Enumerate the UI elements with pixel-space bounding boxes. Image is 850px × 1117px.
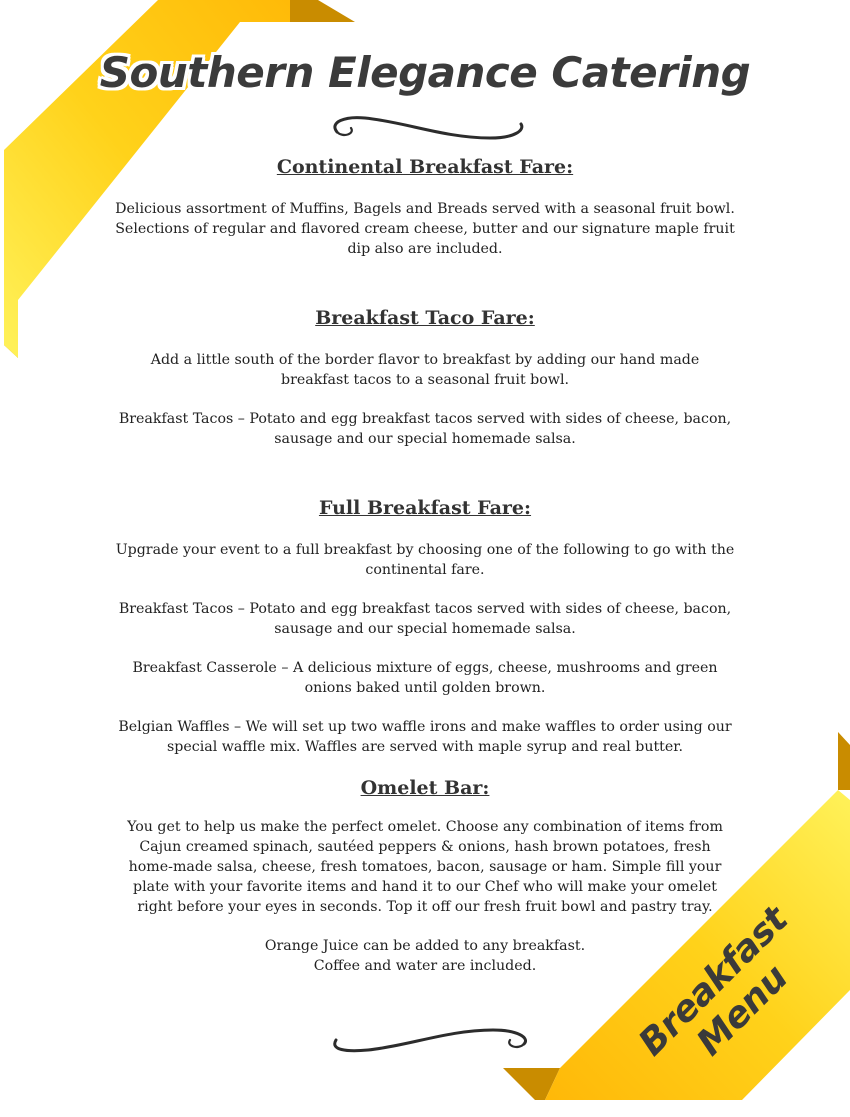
page-title: Southern Elegance Catering: [99, 48, 751, 97]
section-paragraph: Belgian Waffles – We will set up two waffle irons and make waffles to order using our special waffle mix. Waffles are served with maple syrup and real butter.: [118, 719, 732, 755]
section-paragraph: Upgrade your event to a full breakfast by choosing one of the following to go with the continental fare.: [115, 542, 735, 578]
corner-ribbon-label: Breakfast Menu: [631, 899, 796, 1064]
section-taco: [115, 301, 735, 449]
section-heading: Breakfast Taco Fare:: [315, 307, 535, 329]
section-continental: [115, 150, 735, 259]
section-paragraph: Breakfast Tacos – Potato and egg breakfast tacos served with sides of cheese, bacon, sausage and our special homemade salsa.: [118, 601, 732, 637]
menu-content: [115, 150, 735, 976]
ribbon-bottom-right-fold-top: [838, 732, 850, 790]
section-full: [115, 491, 735, 757]
section-paragraph: You get to help us make the perfect omelet. Choose any combination of items from Cajun creamed spinach, sautéed peppers & onions, hash brown potatoes, fresh home-made salsa, cheese, fresh tomatoes, bacon, sausage or ham. Simple fill your plate with your favorite items and hand it to our Chef who will make your omelet right before your eyes in seconds. Top it off our fresh fruit bowl and pastry tray.: [127, 819, 723, 915]
footer-notes: [115, 936, 735, 976]
section-omelet: [115, 771, 735, 917]
footer-note: Coffee and water are included.: [313, 958, 537, 974]
section-heading: Full Breakfast Fare:: [318, 497, 532, 519]
flourish-bottom-icon: [328, 1020, 533, 1056]
footer-note: Orange Juice can be added to any breakfast.: [264, 938, 586, 954]
section-paragraph: Add a little south of the border flavor to breakfast by adding our hand made breakfast tacos to a seasonal fruit bowl.: [150, 352, 700, 388]
section-heading: Omelet Bar:: [360, 777, 490, 799]
flourish-top-icon: [325, 112, 530, 146]
section-paragraph: Breakfast Tacos – Potato and egg breakfast tacos served with sides of cheese, bacon, sausage and our special homemade salsa.: [118, 411, 732, 447]
section-heading: Continental Breakfast Fare:: [276, 156, 574, 178]
section-paragraph: Breakfast Casserole – A delicious mixture of eggs, cheese, mushrooms and green onions baked until golden brown.: [132, 660, 718, 696]
section-paragraph: Delicious assortment of Muffins, Bagels and Breads served with a seasonal fruit bowl. Selections of regular and flavored cream cheese, butter and our signature maple fruit dip also are included.: [115, 201, 735, 257]
